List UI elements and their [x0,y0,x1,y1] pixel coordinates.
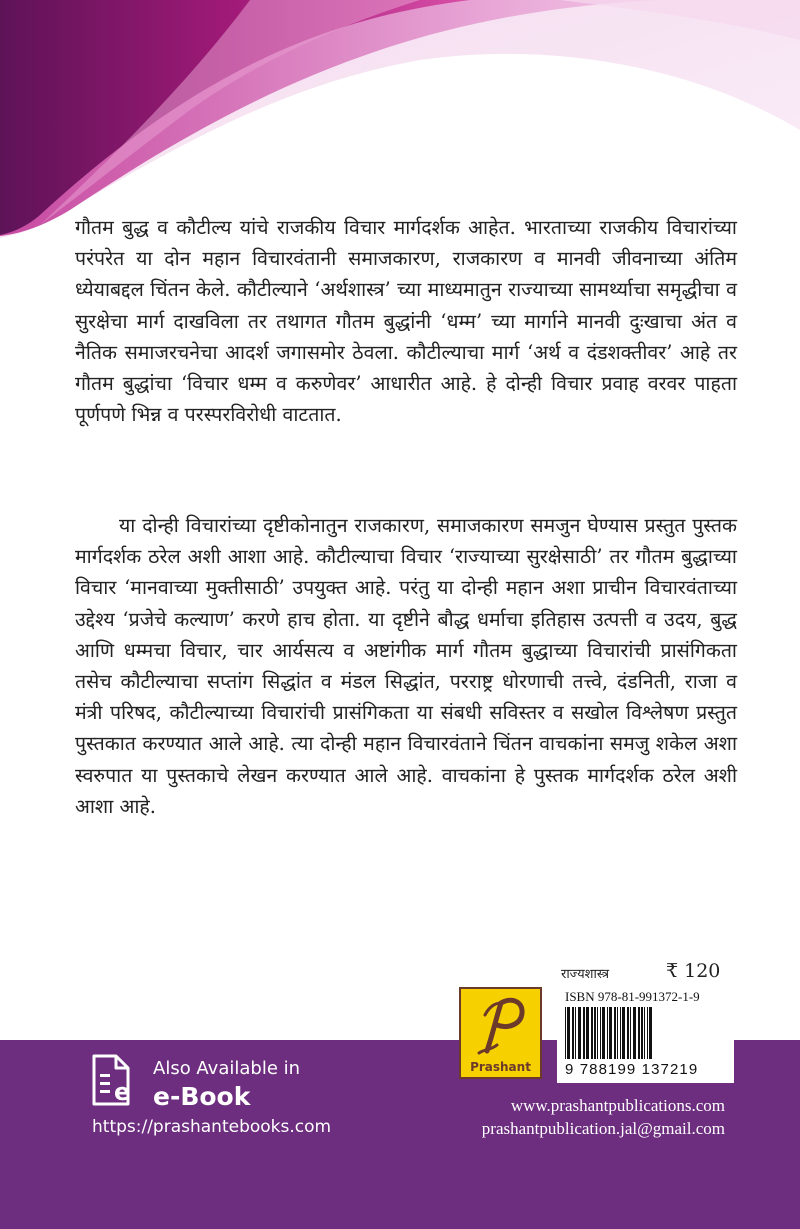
price-label: ₹ 120 [666,960,721,982]
barcode-graphic [561,1007,731,1061]
ebook-availability-text: Also Available in [153,1058,301,1079]
barcode-bar [600,1007,601,1059]
barcode-number: 9 788199 137219 [565,1061,699,1078]
barcode-bar [583,1007,585,1059]
barcode-bar [597,1007,598,1059]
barcode-bar [641,1007,643,1059]
ebook-icon [88,1052,138,1110]
barcode-bar [594,1007,596,1059]
publisher-logo-name: Prashant [470,1060,531,1074]
barcode-bar [630,1007,631,1059]
p-monogram-icon [467,993,535,1061]
barcode-bar [567,1007,570,1059]
subject-label: राज्यशास्त्र [561,967,610,982]
publisher-logo [459,987,542,1079]
isbn-text: ISBN 978-81-991372-1-9 [565,989,700,1004]
publisher-website-link[interactable]: www.prashantpublications.com [510,1096,725,1115]
barcode-bar [591,1007,593,1059]
barcode-bar [607,1007,608,1059]
barcode-bar [609,1007,612,1059]
barcode-bar [649,1007,652,1059]
ebook-label: e-Book [153,1082,251,1111]
decorative-wave-header [0,0,800,240]
barcode-bar [602,1007,605,1059]
barcode-bar [617,1007,618,1059]
barcode-bar [572,1007,574,1059]
description-paragraph-2: या दोन्ही विचारांच्या दृष्टीकोनातुन राजकारण, समाजकारण समजुन घेण्यास प्रस्तुत पुस्तक मार्गदर्शक ठरेल अशी आशा आहे. कौटील्याचा विचार ‘राज्याच्या सुरक्षेसाठी’ तर गौतम बुद्धाच्या विचार ‘मानवाच्या मुक्तीसाठी’ उपयुक्त आहे. परंतु या दोन्ही महान अशा प्राचीन विचारवंताच्या उद्देश्य ‘प्रजेचे कल्याण’ करणे हाच होता. या दृष्टीने बौद्ध धर्माचा इतिहास उत्पत्ती व उदय, बुद्ध आणि धम्मचा विचार, चार आर्यसत्य व अष्टांगीक मार्ग गौतम बुद्धाच्या विचारांची प्रासंगिकता तसेच कौटील्याचा सप्तांग सिद्धांत व मंडल सिद्धांत, परराष्ट्र धोरणाची तत्त्वे, दंडनिती, राजा व मंत्री परिषद, कौटील्याच्या विचारांची प्रासंगिकता या संबधी सविस्तर व सखोल विश्लेषण प्रस्तुत पुस्तकात करण्यात आले आहे. त्या दोन्ही महान विचारवंताने चिंतन वाचकांना समजु शकेल अशा स्वरुपात या पुस्तकाचे लेखन करण्यात आले आहे. वाचकांना हे पुस्तक मार्गदर्शक ठरेल अशी आशा आहे. [75,514,737,818]
barcode-bar [647,1007,648,1059]
barcode-bar [644,1007,645,1059]
publisher-email-link[interactable]: prashantpublication.jal@gmail.com [481,1119,725,1138]
barcode-bar [578,1007,581,1059]
barcode-bar [638,1007,640,1059]
isbn-barcode-panel [557,987,734,1083]
svg-text:e: e [114,1078,131,1106]
barcode-bar [586,1007,589,1059]
barcode-bar [622,1007,625,1059]
barcode-bar [565,1007,566,1059]
description-paragraph-1: गौतम बुद्ध व कौटील्य यांचे राजकीय विचार मार्गदर्शक आहेत. भारताच्या राजकीय विचारांच्या परंपरेत या दोन महान विचारवंतानी समाजकारण, राजकारण व मानवी जीवनाच्या अंतिम ध्येयाबद्दल चिंतन केले. कौटील्याने ‘अर्थशास्त्र’ च्या माध्यमातुन राज्याच्या सामर्थ्याचा समृद्धीचा व सुरक्षेचा मार्ग दाखविला तर तथागत गौतम बुद्धांनी ‘धम्म’ च्या मार्गाने मानवी दुःखाचा अंत व नैतिक समाजरचनेचा आदर्श जगासमोर ठेवला. कौटील्याचा मार्ग ‘अर्थ व दंडशक्तीवर’ आहे तर गौतम बुद्धांचा ‘विचार धम्म व करुणेवर’ आधारीत आहे. हे दोन्ही विचार प्रवाह वरवर पाहता पूर्णपणे भिन्न व परस्परविरोधी वाटतात. [75,216,737,427]
ebook-url-link[interactable]: https://prashantebooks.com [92,1117,332,1137]
barcode-bar [633,1007,636,1059]
barcode-bar [614,1007,616,1059]
barcode-bar [620,1007,621,1059]
barcode-bar [575,1007,576,1059]
barcode-bar [627,1007,629,1059]
